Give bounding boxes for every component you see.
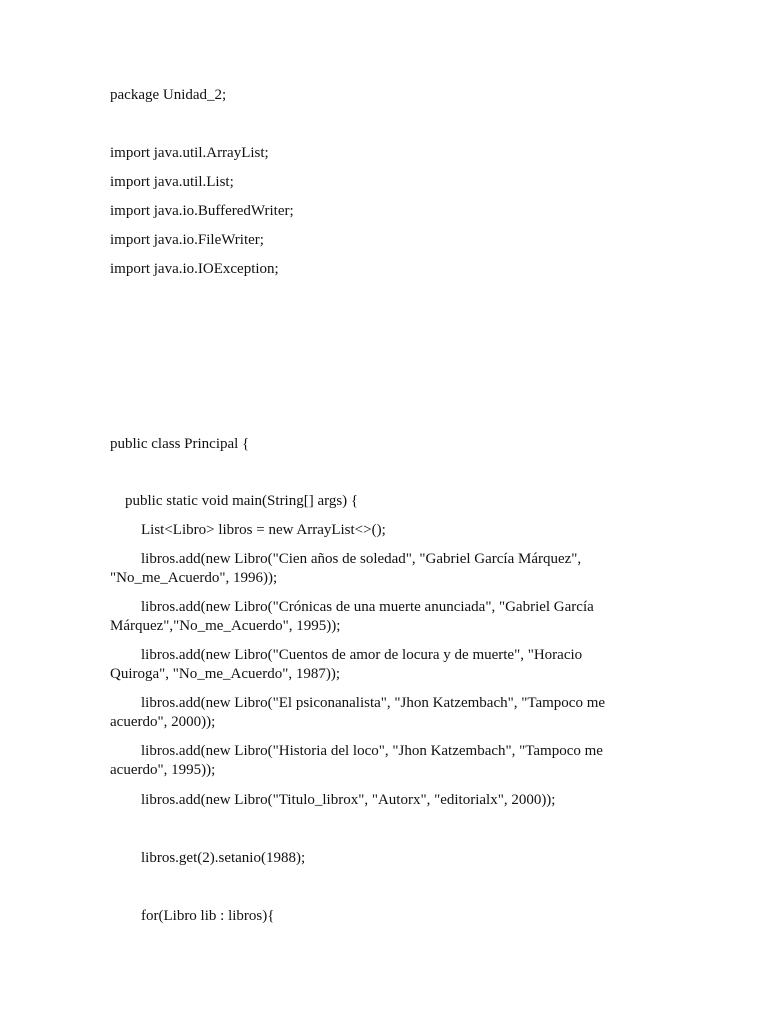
code-line: libros.add(new Libro("Historia del loco", "Jhon Katzembach", "Tampoco me acuerdo", 1995)); xyxy=(110,743,603,778)
import-line: import java.util.List; xyxy=(110,174,234,190)
code-line: libros.get(2).setanio(1988); xyxy=(141,850,306,866)
class-declaration-line: public class Principal { xyxy=(110,436,250,452)
code-line: List<Libro> libros = new ArrayList<>(); xyxy=(141,522,386,538)
code-line: libros.add(new Libro("Cien años de soledad", "Gabriel García Márquez", "No_me_Acuerdo", 1996)); xyxy=(110,551,582,586)
code-line: libros.add(new Libro("El psiconanalista", "Jhon Katzembach", "Tampoco me acuerdo", 2000)); xyxy=(110,695,606,730)
code-line: libros.add(new Libro("Cuentos de amor de locura y de muerte", "Horacio Quiroga", "No_me_Acuerdo", 1987)); xyxy=(110,647,583,682)
code-line: libros.add(new Libro("Titulo_librox", "Autorx", "editorialx", 2000)); xyxy=(141,792,556,808)
code-line: libros.add(new Libro("Crónicas de una muerte anunciada", "Gabriel García Márquez","No_me_Acuerdo", 1995)); xyxy=(110,599,594,634)
import-line: import java.io.IOException; xyxy=(110,261,279,277)
import-line: import java.io.FileWriter; xyxy=(110,232,264,248)
code-line: for(Libro lib : libros){ xyxy=(141,908,275,924)
import-line: import java.io.BufferedWriter; xyxy=(110,203,294,219)
import-line: import java.util.ArrayList; xyxy=(110,145,269,161)
package-line: package Unidad_2; xyxy=(110,87,227,103)
main-method-line: public static void main(String[] args) { xyxy=(125,493,359,509)
